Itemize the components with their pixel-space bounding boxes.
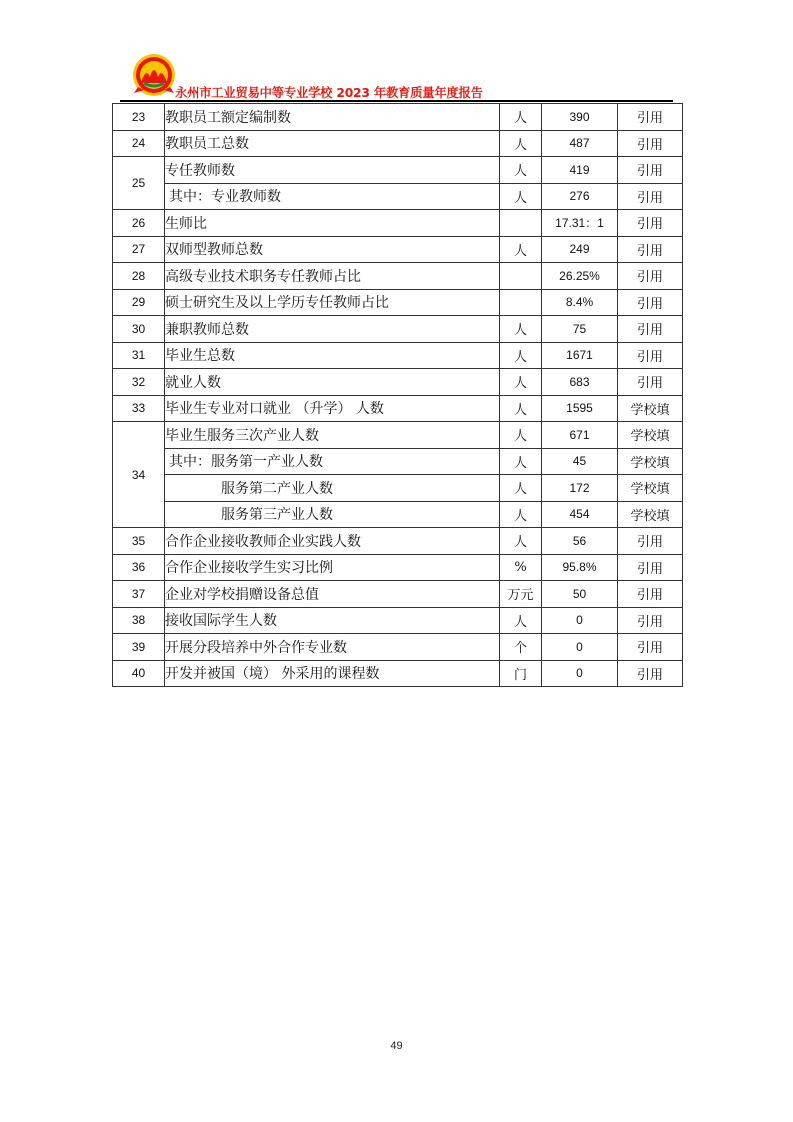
unit-cell: 人 [500, 130, 542, 157]
table-row [113, 289, 683, 316]
item-label: 其中：服务第一产业人数 [165, 448, 500, 475]
unit-cell: 门 [500, 660, 542, 687]
item-label: 毕业生总数 [165, 342, 500, 369]
value-cell: 1671 [542, 342, 618, 369]
unit-cell: 人 [500, 607, 542, 634]
value-cell: 75 [542, 316, 618, 343]
unit-cell: 人 [500, 528, 542, 555]
row-number: 32 [113, 369, 165, 396]
row-number: 36 [113, 554, 165, 581]
value-cell: 8.4% [542, 289, 618, 316]
source-cell: 引用 [618, 660, 683, 687]
source-cell: 引用 [618, 342, 683, 369]
table-row [113, 157, 683, 184]
item-label: 合作企业接收学生实习比例 [165, 554, 500, 581]
table-row [113, 607, 683, 634]
unit-cell: 人 [500, 157, 542, 184]
row-number: 27 [113, 236, 165, 263]
header-divider [120, 100, 673, 102]
table-row [113, 210, 683, 237]
source-cell: 引用 [618, 316, 683, 343]
value-cell: 276 [542, 183, 618, 210]
item-label: 服务第二产业人数 [165, 475, 500, 502]
page-number: 49 [390, 1040, 403, 1052]
value-cell: 419 [542, 157, 618, 184]
table-row [113, 634, 683, 661]
item-label: 服务第三产业人数 [165, 501, 500, 528]
source-cell: 学校填 [618, 448, 683, 475]
value-cell: 95.8% [542, 554, 618, 581]
statistics-table [112, 103, 683, 687]
table-row [113, 422, 683, 449]
value-cell: 0 [542, 607, 618, 634]
table-row [113, 369, 683, 396]
item-label: 接收国际学生人数 [165, 607, 500, 634]
value-cell: 249 [542, 236, 618, 263]
source-cell: 引用 [618, 634, 683, 661]
table-row [113, 554, 683, 581]
table-row [113, 263, 683, 290]
row-number: 30 [113, 316, 165, 343]
item-label: 合作企业接收教师企业实践人数 [165, 528, 500, 555]
unit-cell: 人 [500, 501, 542, 528]
unit-cell [500, 263, 542, 290]
source-cell: 引用 [618, 236, 683, 263]
row-number: 28 [113, 263, 165, 290]
value-cell: 390 [542, 104, 618, 131]
unit-cell: 人 [500, 316, 542, 343]
value-cell: 671 [542, 422, 618, 449]
unit-cell: 人 [500, 104, 542, 131]
source-cell: 引用 [618, 528, 683, 555]
row-number: 34 [113, 422, 165, 528]
table-row [113, 183, 683, 210]
row-number: 29 [113, 289, 165, 316]
table-row [113, 660, 683, 687]
value-cell: 45 [542, 448, 618, 475]
source-cell: 引用 [618, 554, 683, 581]
table-row [113, 316, 683, 343]
source-cell: 学校填 [618, 475, 683, 502]
item-label: 专任教师数 [165, 157, 500, 184]
table-row [113, 342, 683, 369]
unit-cell: 个 [500, 634, 542, 661]
row-number: 38 [113, 607, 165, 634]
value-cell: 56 [542, 528, 618, 555]
table-row [113, 236, 683, 263]
value-cell: 50 [542, 581, 618, 608]
item-label: 开展分段培养中外合作专业数 [165, 634, 500, 661]
item-label: 高级专业技术职务专任教师占比 [165, 263, 500, 290]
item-label: 教职员工额定编制数 [165, 104, 500, 131]
row-number: 26 [113, 210, 165, 237]
table-row [113, 104, 683, 131]
table-row [113, 528, 683, 555]
unit-cell: % [500, 554, 542, 581]
table-row [113, 475, 683, 502]
item-label: 生师比 [165, 210, 500, 237]
unit-cell: 人 [500, 395, 542, 422]
item-label: 开发并被国（境） 外采用的课程数 [165, 660, 500, 687]
source-cell: 引用 [618, 104, 683, 131]
item-label: 就业人数 [165, 369, 500, 396]
row-number: 33 [113, 395, 165, 422]
row-number: 23 [113, 104, 165, 131]
unit-cell: 人 [500, 183, 542, 210]
value-cell: 487 [542, 130, 618, 157]
unit-cell: 人 [500, 422, 542, 449]
item-label: 硕士研究生及以上学历专任教师占比 [165, 289, 500, 316]
unit-cell [500, 210, 542, 237]
unit-cell: 万元 [500, 581, 542, 608]
value-cell: 0 [542, 660, 618, 687]
row-number: 35 [113, 528, 165, 555]
row-number: 37 [113, 581, 165, 608]
source-cell: 引用 [618, 157, 683, 184]
row-number: 39 [113, 634, 165, 661]
item-label: 其中：专业教师数 [165, 183, 500, 210]
row-number: 24 [113, 130, 165, 157]
source-cell: 引用 [618, 183, 683, 210]
value-cell: 454 [542, 501, 618, 528]
source-cell: 引用 [618, 263, 683, 290]
unit-cell [500, 289, 542, 316]
value-cell: 172 [542, 475, 618, 502]
unit-cell: 人 [500, 369, 542, 396]
value-cell: 0 [542, 634, 618, 661]
item-label: 企业对学校捐赠设备总值 [165, 581, 500, 608]
source-cell: 学校填 [618, 422, 683, 449]
row-number: 25 [113, 157, 165, 210]
source-cell: 学校填 [618, 395, 683, 422]
row-number: 31 [113, 342, 165, 369]
table-row [113, 581, 683, 608]
value-cell: 1595 [542, 395, 618, 422]
item-label: 毕业生专业对口就业 （升学） 人数 [165, 395, 500, 422]
value-cell: 26.25% [542, 263, 618, 290]
item-label: 兼职教师总数 [165, 316, 500, 343]
value-cell: 17.31：1 [542, 210, 618, 237]
source-cell: 引用 [618, 369, 683, 396]
unit-cell: 人 [500, 448, 542, 475]
item-label: 双师型教师总数 [165, 236, 500, 263]
item-label: 教职员工总数 [165, 130, 500, 157]
source-cell: 引用 [618, 607, 683, 634]
source-cell: 引用 [618, 581, 683, 608]
page-header [0, 0, 793, 104]
table-row [113, 448, 683, 475]
source-cell: 引用 [618, 130, 683, 157]
source-cell: 学校填 [618, 501, 683, 528]
row-number: 40 [113, 660, 165, 687]
report-title: 永州市工业贸易中等专业学校 2023 年教育质量年度报告 [175, 86, 483, 100]
table-row [113, 130, 683, 157]
unit-cell: 人 [500, 236, 542, 263]
item-label: 毕业生服务三次产业人数 [165, 422, 500, 449]
unit-cell: 人 [500, 342, 542, 369]
source-cell: 引用 [618, 289, 683, 316]
table-row [113, 501, 683, 528]
unit-cell: 人 [500, 475, 542, 502]
source-cell: 引用 [618, 210, 683, 237]
value-cell: 683 [542, 369, 618, 396]
table-row [113, 395, 683, 422]
school-emblem-icon [132, 53, 176, 97]
